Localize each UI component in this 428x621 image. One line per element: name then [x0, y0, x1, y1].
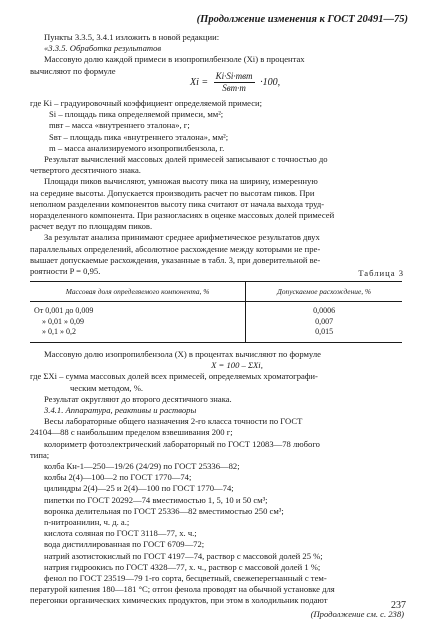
list-item: цилиндры 2(4)—25 и 2(4)—100 по ГОСТ 1770—74;	[44, 483, 234, 494]
p8-line-1: Весы лабораторные общего назначения 2-го класса точности по ГОСТ	[44, 416, 303, 427]
formula-2: X = 100 – ΣXi,	[211, 360, 263, 371]
table-header-row	[30, 282, 402, 302]
where-line-5: m – масса анализируемого изопропилбензола, г.	[49, 142, 225, 153]
list-item: колба Кн-1—250—19/26 (24/29) по ГОСТ 25336—82;	[44, 461, 240, 472]
table-label	[30, 268, 404, 279]
table-3-label: Таблица 3	[358, 268, 404, 278]
where-line-2: Si – площадь пика определяемой примеси, мм²;	[49, 109, 224, 120]
table-cell-fraction: » 0,1 » 0,2	[30, 327, 246, 342]
p1-line-2: вычисляют по формуле	[30, 65, 116, 76]
running-header: (Продолжение изменения к ГОСТ 20491—75)	[196, 14, 408, 25]
list-item-continued: перегонки органических химических продуктов, при этом в холодильник подают	[30, 595, 328, 606]
table-cell-fraction: От 0,001 до 0,009	[30, 302, 246, 317]
table-3-block	[30, 281, 404, 343]
list-item: фенол по ГОСТ 23519—79 1-го сорта, бесцветный, свежеперегнанный с тем-	[44, 573, 327, 584]
p3-line-2: на середине высоты. Допускается производить расчет по высотам пиков. При	[30, 187, 315, 198]
p3-line-4: норазделенного компонента. При разногласиях в оценке массовых долей примесей	[30, 210, 335, 221]
p6-line-1: где ΣXi – сумма массовых долей всех примесей, определяемых хроматографи-	[30, 371, 318, 382]
p8-line-4: типа;	[30, 449, 50, 460]
page-number: 237	[391, 599, 406, 611]
p3-line-1: Площади пиков вычисляют, умножая высоту пика на ширину, измеренную	[44, 176, 318, 187]
list-item: вода дистиллированная по ГОСТ 6709—72;	[44, 539, 205, 550]
formula-numerator: Ki·Si·mвт	[214, 71, 255, 83]
p8-line-2: 24104—88 с наибольшим пределом взвешивания 200 г;	[30, 427, 233, 438]
p8-line-3: колориметр фотоэлектрический лабораторный по ГОСТ 12083—78 любого	[44, 438, 320, 449]
p3-line-3: неполном разделении компонентов высоту пика считают от начала выхода труд-	[30, 198, 325, 209]
p3-line-5: расчет ведут по площадям пиков.	[30, 221, 153, 232]
p6-line-2: ческим методом, %.	[70, 382, 144, 393]
p4-line-3: вышает допускаемые расхождения, указанные в табл. 3, при доверительной ве-	[30, 254, 321, 265]
formula-rhs: ·100,	[260, 77, 281, 88]
list-item: натрий азотистокислый по ГОСТ 4197—74, раствор с массовой долей 25 %;	[44, 550, 323, 561]
table-header-fraction: Массовая доля определяемого компонента, %	[30, 282, 246, 302]
list-item: n-нитроанилин, ч. д. а.;	[44, 517, 130, 528]
p1-line-1: Массовую долю каждой примеси в изопропилбензоле (Xi) в процентах	[44, 54, 305, 65]
continuation-note: (Продолжение см. с. 238)	[310, 608, 404, 619]
list-item: воронка делительная по ГОСТ 25336—82 вместимостью 250 см³;	[44, 505, 284, 516]
p4-line-1: За результат анализа принимают среднее арифметическое результатов двух	[44, 232, 320, 243]
formula-lhs: Xi =	[190, 77, 209, 88]
list-item: натрия гидроокись по ГОСТ 4328—77, х. ч., раствор с массовой долей 1 %;	[44, 561, 321, 572]
where-line-3: mвт – масса «внутреннего эталона», г;	[49, 120, 190, 131]
p2-line-2: четвертого десятичного знака.	[30, 165, 141, 176]
table-row	[30, 302, 402, 317]
section-3-3-5-title: «3.3.5. Обработка результатов	[44, 43, 162, 54]
p5-line: Массовую долю изопропилбензола (X) в процентах вычисляют по формуле	[44, 349, 321, 359]
table-row	[30, 327, 402, 342]
p2-line-1: Результат вычислений массовых долей примесей записывают с точностью до	[44, 154, 328, 165]
list-item: пипетки по ГОСТ 20292—74 вместимостью 1, 5, 10 и 50 см³;	[44, 494, 268, 505]
list-item: кислота соляная по ГОСТ 3118—77, х. ч.;	[44, 528, 197, 539]
where-block	[30, 98, 404, 277]
table-cell-fraction: » 0,01 » 0,09	[30, 317, 246, 328]
intro-line: Пункты 3.3.5, 3.4.1 изложить в новой редакции:	[44, 32, 220, 42]
table-header-tolerance: Допускаемое расхождение, %	[246, 282, 402, 302]
formula-denominator: Sвт·m	[222, 83, 246, 94]
table-cell-tolerance: 0,015	[246, 327, 402, 342]
p7-line: Результат округляют до второго десятичного знака.	[44, 393, 232, 404]
p4-line-4: роятности P = 0,95.	[30, 266, 101, 277]
formula-impurity	[190, 71, 280, 94]
p4-line-2: параллельных определений, абсолютное расхождение между которыми не пре-	[30, 243, 321, 254]
table-cell-tolerance: 0,0006	[313, 306, 336, 316]
list-item-continued: пературой кипения 180—181 °С; отгон фенола проводят на обычной установке для	[30, 584, 335, 595]
where-line-4: Sвт – площадь пика «внутреннего эталона», мм²;	[49, 131, 229, 142]
isopropylbenzene-block	[30, 349, 404, 620]
table-row	[30, 317, 402, 328]
where-line-1: где Ki – градуировочный коэффициент определяемой примеси;	[30, 98, 262, 108]
tolerance-table	[30, 281, 402, 343]
table-cell-tolerance: 0,007	[315, 316, 334, 326]
section-3-4-1-title: 3.4.1. Аппаратура, реактивы и растворы	[44, 405, 197, 416]
list-item: колбы 2(4)—100—2 по ГОСТ 1770—74;	[44, 472, 192, 483]
formula-fraction	[214, 71, 255, 94]
